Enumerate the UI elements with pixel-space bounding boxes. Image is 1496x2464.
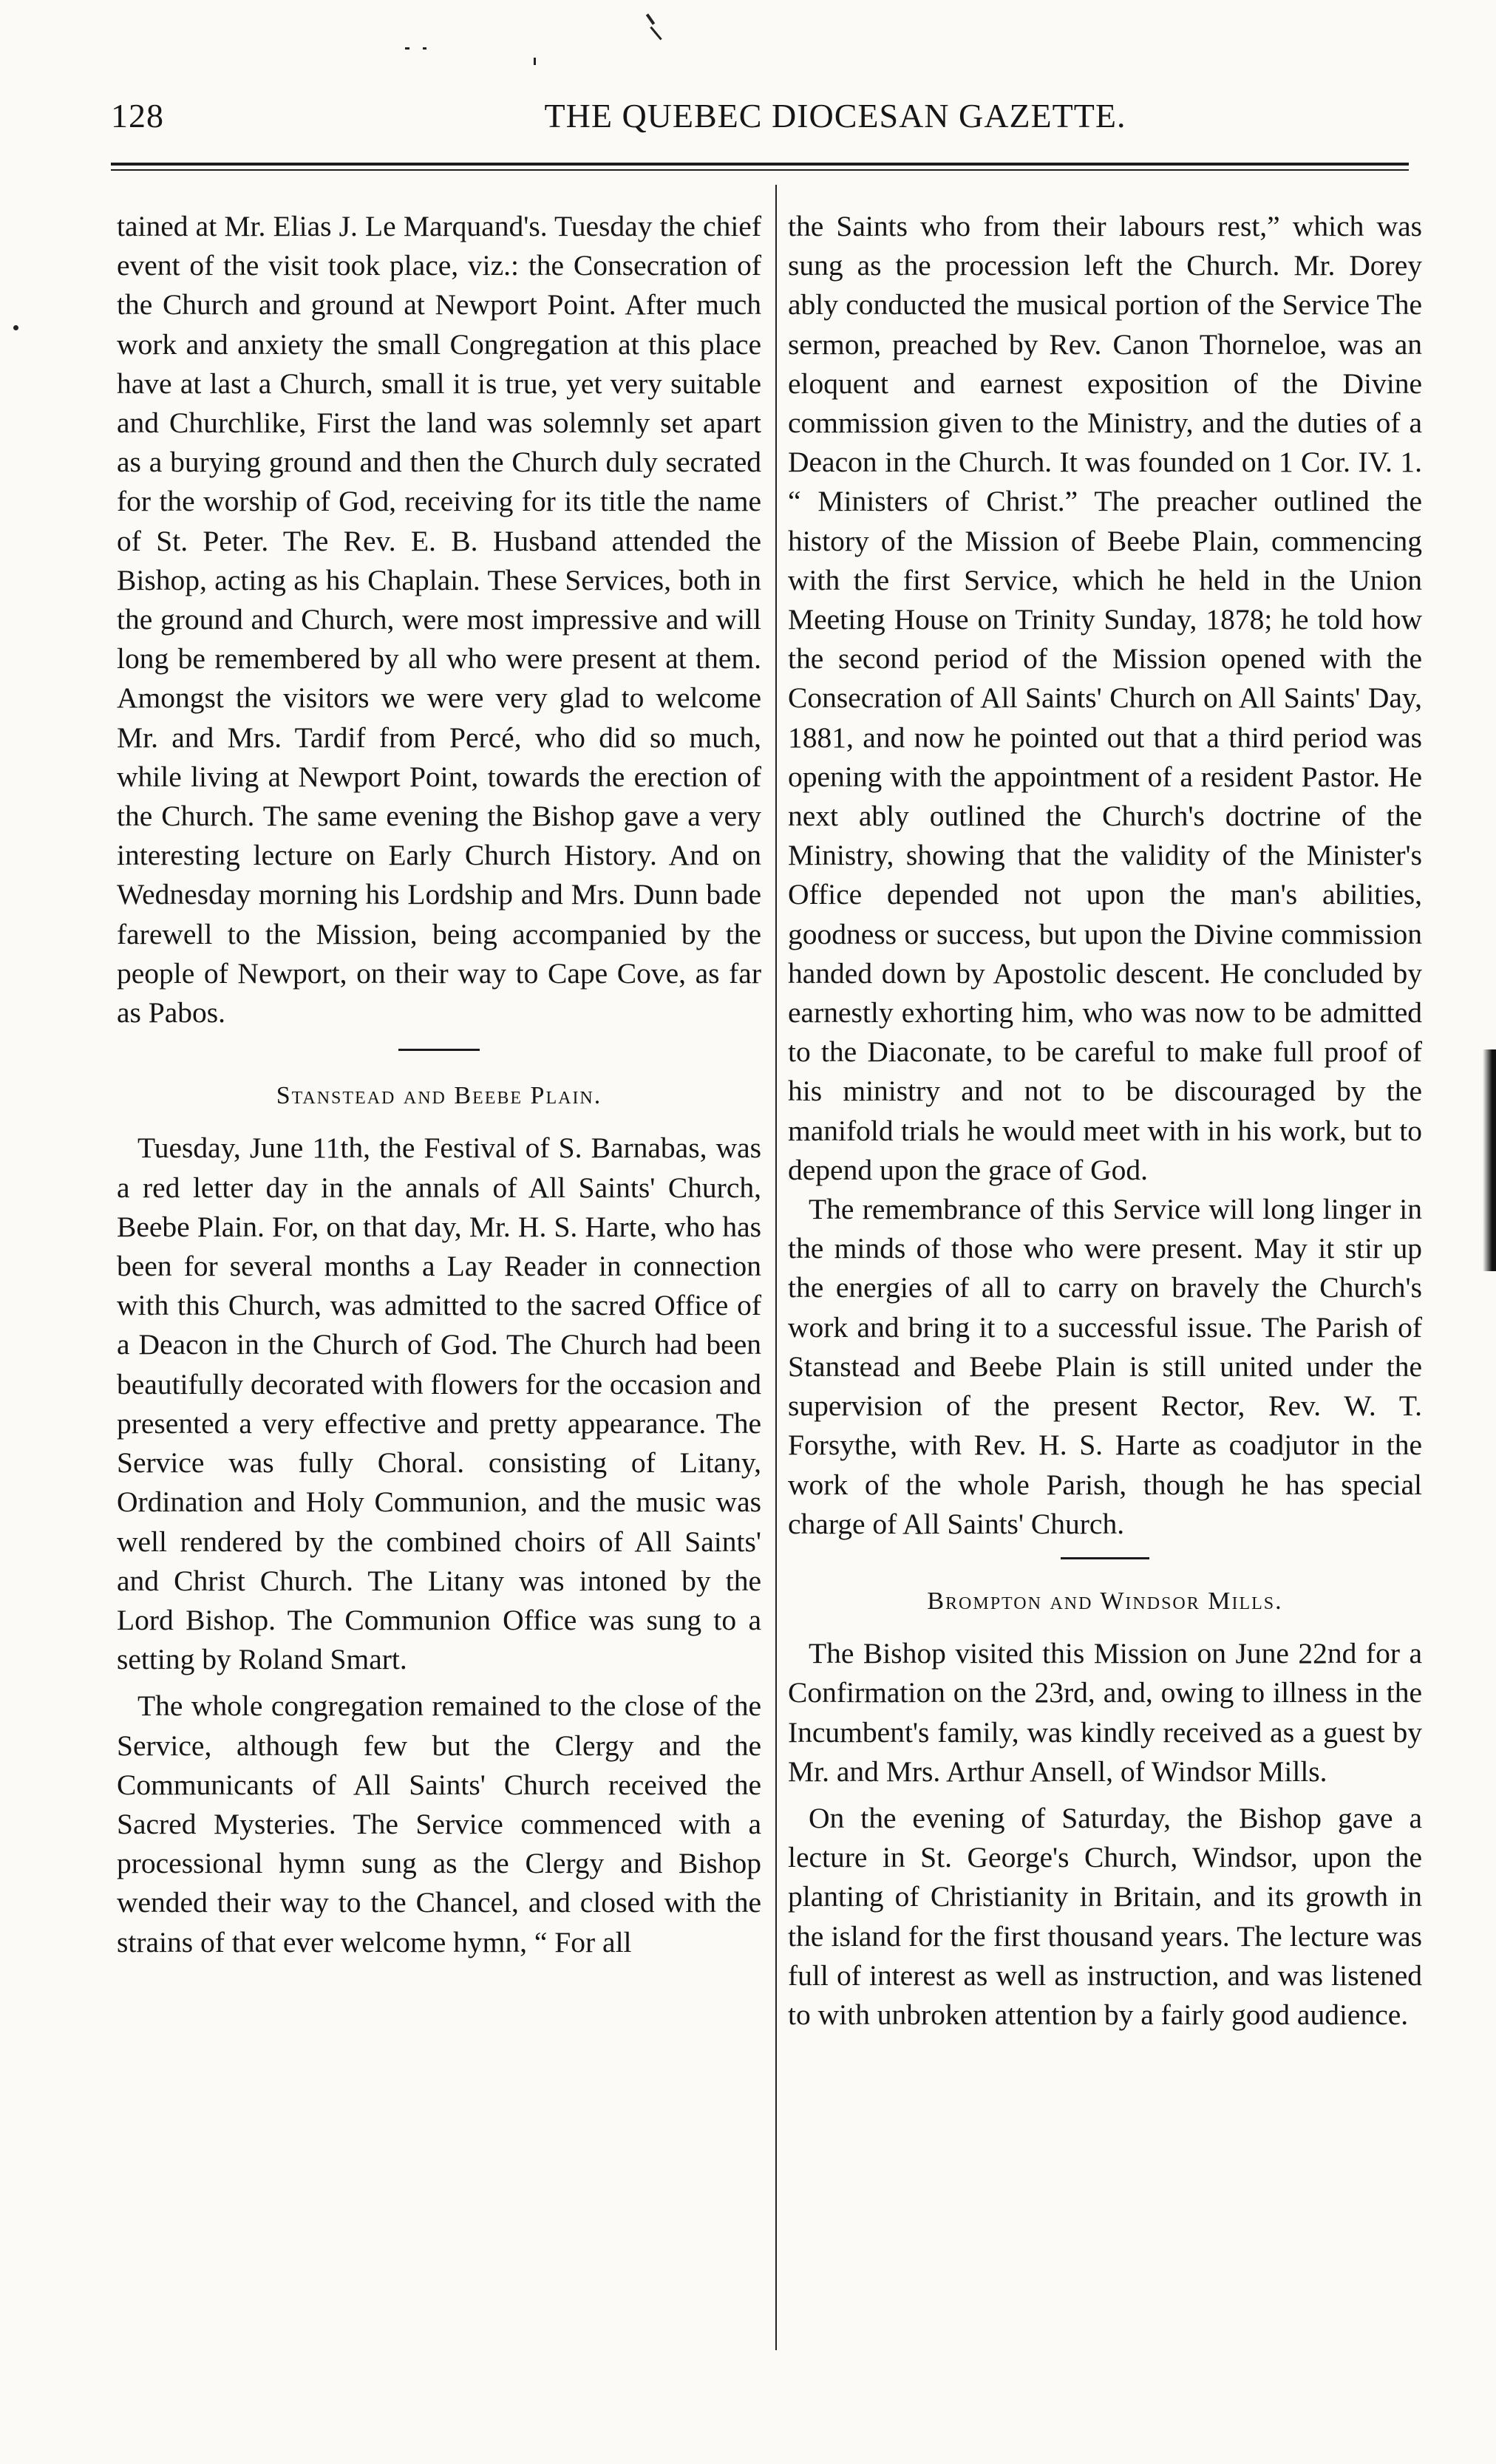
page-number: 128 [111, 97, 164, 135]
left-column [117, 207, 761, 1962]
article-paragraph: Tuesday, June 11th, the Festival of S. Barnabas, was a red letter day in the annals of All Saints' Church, Beebe Plain. For, on that day, Mr. H. S. Harte, who has been for several months a Lay Reader in connection with this Church, was admitted to the sacred Office of a Deacon in the Church of God. The Church had been beautifully decorated with flowers for the occasion and presented a very effective and pretty appearance. The Service was fully Choral. consisting of Litany, Ordination and Holy Communion, and the music was well rendered by the combined choirs of All Saints' and Christ Church. The Litany was intoned by the Lord Bishop. The Communion Office was sung to a setting by Roland Smart. [117, 1131, 761, 1676]
paragraph-gap [788, 1791, 1422, 1799]
article-paragraph: The whole congregation remained to the close of the Service, although few but the Clergy and the Communicants of All Saints' Church received the Sacred Mysteries. The Service commenced with a processional hymn sung as the Clergy and Bishop wended their way to the Chancel, and closed with the strains of that ever welcome hymn, “ For all [117, 1689, 761, 1958]
article-paragraph: The Bishop visited this Mission on June 22nd for a Confirmation on the 23rd, and, owing to illness in the Incumbent's family, was kindly received as a guest by Mr. and Mrs. Arthur Ansell, of Windsor Mills. [788, 1637, 1422, 1788]
paragraph-gap [117, 1679, 761, 1687]
scan-edge-shadow [1483, 1049, 1496, 1271]
article-paragraph: the Saints who from their labours rest,” which was sung as the procession left the Church. Mr. Dorey ably conducted the musical portion of the Service The sermon, preached by Rev. Canon Thorneloe, was an eloquent and earnest exposition of the Divine commission given to the Ministry, and the duties of a Deacon in the Church. It was founded on 1 Cor. IV. 1. “ Ministers of Christ.” The preacher outlined the history of the Mission of Beebe Plain, commencing with the first Service, which he held in the Union Meeting House on Trinity Sunday, 1878; he told how the second period of the Mission opened with the Consecration of All Saints' Church on All Saints' Day, 1881, and now he pointed out that a third period was opening with the appointment of a resident Pastor. He next ably outlined the Church's doctrine of the Ministry, showing that the validity of the Minister's Office depended not upon the man's abilities, goodness or success, but upon the Divine commission handed down by Apostolic descent. He concluded by earnestly exhorting him, who was now to be admitted to the Diaconate, to be careful to make full proof of his ministry and not to be discouraged by the manifold trials he would meet with in his work, but to depend upon the grace of God. [788, 210, 1422, 1186]
print-speck [650, 27, 662, 41]
print-speck [534, 58, 536, 65]
article-paragraph: tained at Mr. Elias J. Le Marquand's. Tuesday the chief event of the visit took place, viz.: the Consecration of the Church and ground at Newport Point. After much work and anxiety the small Congregation at this place have at last a Church, small it is true, yet very suitable and Churchlike, First the land was solemnly set apart as a burying ground and then the Church duly secrated for the worship of God, receiving for its title the name of St. Peter. The Rev. E. B. Husband attended the Bishop, acting as his Chaplain. These Services, both in the ground and Church, were most impressive and will long be remembered by all who were present at them. Amongst the visitors we were very glad to welcome Mr. and Mrs. Tardif from Percé, who did so much, while living at Newport Point, towards the erection of the Church. The same evening the Bishop gave a very interesting lecture on Early Church History. And on Wednesday morning his Lordship and Mrs. Dunn bade farewell to the Mission, being accompanied by the people of Newport, on their way to Cape Cove, as far as Pabos. [117, 210, 761, 1029]
section-separator [1061, 1557, 1149, 1559]
header-rule-thin [111, 169, 1409, 171]
section-separator [398, 1049, 480, 1051]
page-title: THE QUEBEC DIOCESAN GAZETTE. [544, 97, 1126, 135]
page-header [111, 90, 1412, 149]
print-speck [423, 47, 426, 50]
section-heading: Brompton and Windsor Mills. [927, 1587, 1283, 1615]
article-paragraph: The remembrance of this Service will long linger in the minds of those who were present. May it stir up the energies of all to carry on bravely the Church's work and bring it to a successful issue. The Parish of Stanstead and Beebe Plain is still united under the supervision of the present Rector, Rev. W. T. Forsythe, with Rev. H. S. Harte as coadjutor in the work of the whole Parish, though he has special charge of All Saints' Church. [788, 1193, 1422, 1540]
right-column [788, 207, 1422, 2035]
print-speck [13, 325, 18, 330]
print-speck [405, 47, 409, 50]
print-speck [646, 13, 655, 24]
section-heading: Stanstead and Beebe Plain. [276, 1082, 602, 1110]
header-rule-thick [111, 163, 1409, 166]
column-divider [775, 185, 777, 2350]
article-paragraph: On the evening of Saturday, the Bishop gave a lecture in St. George's Church, Windsor, upon the planting of Christianity in Britain, and its growth in the island for the first thousand years. The lecture was full of interest as well as instruction, and was listened to with unbroken attention by a fairly good audience. [788, 1801, 1422, 2031]
